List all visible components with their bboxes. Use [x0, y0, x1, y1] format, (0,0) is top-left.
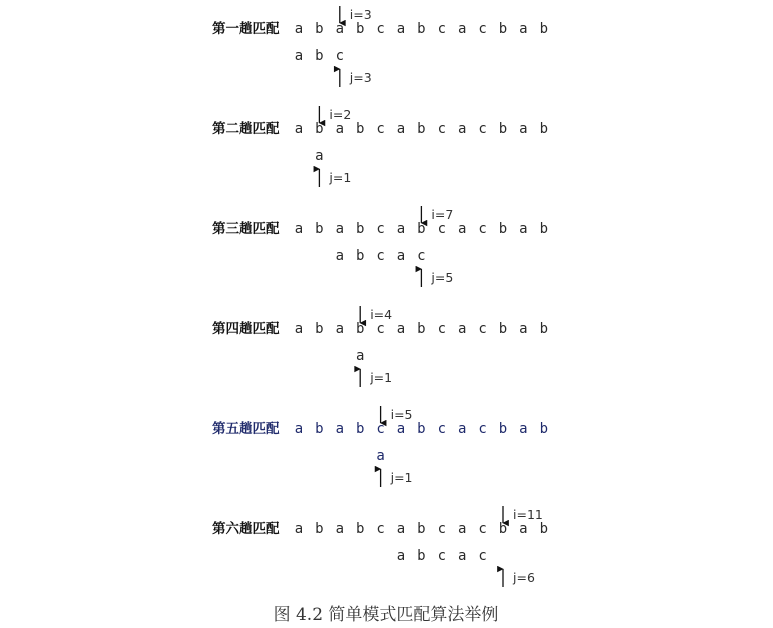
main-char: a [396, 321, 406, 337]
main-char: a [396, 21, 406, 37]
main-char: b [498, 421, 508, 437]
main-char: c [478, 421, 487, 437]
main-char: b [498, 121, 508, 137]
main-char: a [335, 121, 345, 137]
main-char: a [519, 221, 528, 237]
main-char: a [396, 421, 406, 437]
main-char: b [355, 121, 365, 137]
main-char: b [417, 221, 426, 237]
main-char: a [519, 21, 528, 37]
main-char: a [396, 521, 406, 537]
main-char: a [294, 221, 304, 237]
main-char: b [539, 321, 549, 337]
main-char: b [315, 321, 324, 337]
pattern-char: a [396, 248, 406, 264]
main-char: b [539, 21, 549, 37]
main-char: b [498, 21, 508, 37]
main-char: a [519, 321, 528, 337]
pass-label: 第二趟匹配 [212, 121, 280, 137]
main-char: b [355, 521, 365, 537]
main-char: c [437, 121, 447, 137]
main-char: a [396, 221, 406, 237]
main-char: b [315, 221, 324, 237]
pattern-char: c [437, 548, 447, 564]
main-char: a [457, 521, 467, 537]
main-char: b [355, 21, 365, 37]
pattern-char: a [335, 248, 345, 264]
main-char: b [315, 21, 324, 37]
main-char: a [294, 21, 304, 37]
pass-3 [212, 206, 548, 287]
pattern-char: a [376, 448, 385, 464]
main-char: a [294, 521, 304, 537]
main-char: b [417, 421, 426, 437]
pattern-char: b [355, 248, 365, 264]
main-char: a [335, 421, 345, 437]
main-char: b [498, 521, 508, 537]
pattern-char: a [315, 148, 324, 164]
main-char: c [437, 421, 447, 437]
main-char: a [294, 321, 304, 337]
main-char: b [355, 421, 365, 437]
main-char: b [539, 521, 549, 537]
main-char: c [478, 321, 487, 337]
pattern-char: c [376, 248, 385, 264]
pass-label: 第四趟匹配 [212, 321, 280, 337]
main-char: c [478, 221, 487, 237]
pass-label: 第一趟匹配 [212, 21, 280, 37]
j-pointer-label: j=3 [349, 70, 372, 85]
main-char: a [519, 121, 528, 137]
main-char: b [417, 21, 426, 37]
main-char: c [376, 121, 385, 137]
main-char: a [519, 421, 528, 437]
figure-caption: 图 4.2 简单模式匹配算法举例 [273, 605, 499, 625]
main-char: c [376, 521, 385, 537]
pattern-char: c [417, 248, 426, 264]
main-char: a [335, 321, 345, 337]
main-char: a [335, 521, 345, 537]
j-pointer-label: j=1 [329, 170, 352, 185]
pass-label: 第六趟匹配 [212, 521, 280, 537]
main-char: b [355, 321, 365, 337]
i-pointer-label: i=5 [390, 407, 413, 422]
main-char: a [396, 121, 406, 137]
main-char: a [457, 121, 467, 137]
main-char: a [335, 221, 345, 237]
pattern-char: a [457, 548, 467, 564]
j-pointer-label: j=5 [431, 270, 454, 285]
pattern-char: c [335, 48, 345, 64]
pattern-char: c [478, 548, 487, 564]
j-pointer-label: j=6 [513, 570, 535, 585]
pass-6 [212, 506, 548, 587]
i-pointer-label: i=4 [370, 307, 393, 322]
pass-2 [212, 106, 548, 187]
main-char: a [294, 421, 304, 437]
main-char: b [417, 121, 426, 137]
j-pointer-label: j=1 [390, 470, 413, 485]
main-char: c [376, 21, 385, 37]
i-pointer-label: i=7 [431, 207, 454, 222]
main-char: b [315, 121, 324, 137]
main-char: a [457, 221, 467, 237]
j-pointer-label: j=1 [370, 370, 393, 385]
main-char: a [335, 21, 345, 37]
main-char: b [498, 321, 508, 337]
pass-1 [212, 6, 548, 87]
main-char: c [437, 521, 447, 537]
i-pointer-label: i=11 [513, 507, 543, 522]
pass-5 [212, 406, 548, 487]
pattern-char: b [315, 48, 324, 64]
main-char: b [498, 221, 508, 237]
main-char: b [539, 221, 549, 237]
main-char: c [478, 121, 487, 137]
pattern-char: a [396, 548, 406, 564]
main-char: b [355, 221, 365, 237]
pattern-char: a [294, 48, 304, 64]
main-char: b [315, 421, 324, 437]
main-char: c [478, 21, 487, 37]
main-char: a [457, 321, 467, 337]
main-char: a [457, 21, 467, 37]
main-char: c [376, 221, 385, 237]
main-char: b [315, 521, 324, 537]
main-char: b [417, 521, 426, 537]
i-pointer-label: i=2 [329, 107, 352, 122]
main-char: c [437, 221, 447, 237]
main-char: a [457, 421, 467, 437]
main-char: c [376, 421, 385, 437]
main-char: b [539, 121, 549, 137]
main-char: a [519, 521, 528, 537]
main-char: b [539, 421, 549, 437]
main-char: c [376, 321, 385, 337]
i-pointer-label: i=3 [349, 7, 372, 22]
pass-label: 第三趟匹配 [212, 221, 280, 237]
main-char: b [417, 321, 426, 337]
pattern-char: a [355, 348, 365, 364]
main-char: c [437, 21, 447, 37]
main-char: c [478, 521, 487, 537]
pattern-char: b [417, 548, 426, 564]
main-char: c [437, 321, 447, 337]
pass-4 [212, 306, 548, 387]
main-char: a [294, 121, 304, 137]
pass-label: 第五趟匹配 [212, 421, 280, 437]
